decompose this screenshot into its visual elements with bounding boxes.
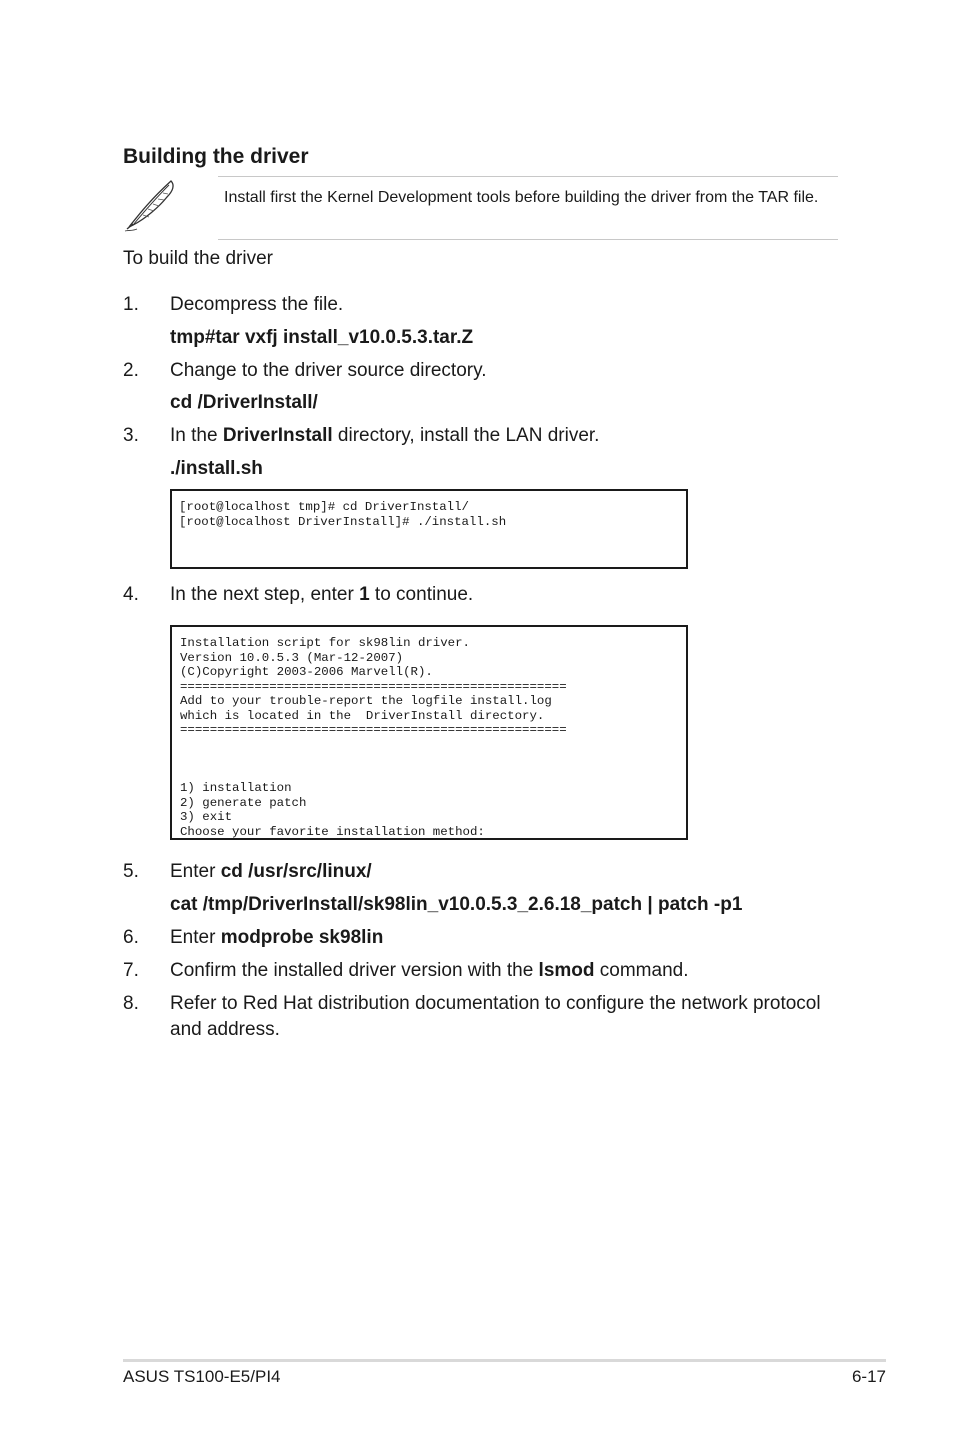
terminal-line bbox=[180, 767, 686, 782]
step-text bbox=[170, 958, 840, 984]
step-text-pre: Enter bbox=[170, 927, 221, 948]
terminal-line: which is located in the DriverInstall directory. bbox=[180, 708, 545, 723]
terminal-line: 1) installation bbox=[180, 781, 292, 795]
terminal-output-1 bbox=[170, 489, 688, 569]
terminal-line: Version 10.0.5.3 (Mar-12-2007) bbox=[180, 650, 404, 665]
step-text-continued: and address. bbox=[170, 1019, 280, 1040]
terminal-line: [root@localhost DriverInstall]# ./install.sh bbox=[179, 514, 507, 529]
step-text-bold: 1 bbox=[359, 584, 370, 605]
step-text-pre: Confirm the installed driver version with the bbox=[170, 960, 539, 981]
intro-text: To build the driver bbox=[123, 248, 273, 269]
terminal-line: 3) exit bbox=[180, 810, 233, 824]
note-divider-bottom bbox=[218, 239, 838, 240]
step-command: ./install.sh bbox=[170, 458, 263, 479]
note-text: Install first the Kernel Development tools before building the driver from the TAR file. bbox=[224, 189, 819, 206]
note-divider-top bbox=[218, 176, 838, 177]
pen-icon bbox=[123, 177, 179, 233]
terminal-line: Choose your favorite installation method: bbox=[180, 824, 485, 839]
step-text-bold: DriverInstall bbox=[222, 425, 333, 446]
terminal-line: Add to your trouble-report the logfile install.log bbox=[180, 694, 552, 708]
terminal-line: ==================================================== bbox=[180, 723, 567, 737]
step-text: Change to the driver source directory. bbox=[170, 360, 487, 381]
step-text-bold: cd /usr/src/linux/ bbox=[220, 861, 372, 882]
step-text-pre: In the next step, enter bbox=[170, 584, 360, 605]
step-text: Refer to Red Hat distribution documentation to configure the network protocol bbox=[170, 993, 821, 1014]
step-command: cat /tmp/DriverInstall/sk98lin_v10.0.5.3_2.6.18_patch | patch -p1 bbox=[170, 894, 743, 915]
step-number: 2. bbox=[123, 360, 139, 381]
step-text-bold: lsmod bbox=[538, 960, 595, 981]
step-text-post: command. bbox=[594, 960, 689, 981]
step-number: 3. bbox=[123, 425, 139, 446]
step-number: 4. bbox=[123, 584, 139, 605]
footer-divider bbox=[123, 1359, 886, 1362]
step-text-bold: modprobe sk98lin bbox=[220, 927, 384, 948]
step-text-pre: Enter bbox=[170, 861, 221, 882]
terminal-line: 2) generate patch bbox=[180, 795, 307, 810]
step-text bbox=[170, 423, 840, 449]
step-text: Decompress the file. bbox=[170, 294, 344, 315]
step-number: 1. bbox=[123, 294, 139, 315]
step-text bbox=[170, 925, 840, 951]
step-text-post: directory, install the LAN driver. bbox=[332, 425, 600, 446]
step-number: 5. bbox=[123, 861, 139, 882]
step-text-post: to continue. bbox=[369, 584, 474, 605]
step-command: tmp#tar vxfj install_v10.0.5.3.tar.Z bbox=[170, 327, 474, 348]
terminal-output-2 bbox=[170, 625, 688, 840]
step-number: 8. bbox=[123, 993, 139, 1014]
terminal-line: (C)Copyright 2003-2006 Marvell(R). bbox=[180, 665, 433, 679]
step-number: 6. bbox=[123, 927, 139, 948]
footer-page-number: 6-17 bbox=[851, 1367, 886, 1386]
step-text bbox=[170, 582, 840, 608]
step-number: 7. bbox=[123, 960, 139, 981]
step-text-pre: In the bbox=[170, 425, 223, 446]
terminal-line: [root@localhost tmp]# cd DriverInstall/ bbox=[179, 500, 469, 514]
terminal-line: Installation script for sk98lin driver. bbox=[180, 636, 470, 650]
section-title: Building the driver bbox=[123, 145, 309, 168]
step-text bbox=[170, 859, 840, 885]
step-command: cd /DriverInstall/ bbox=[170, 392, 318, 413]
terminal-line: ==================================================== bbox=[180, 679, 567, 694]
terminal-line bbox=[180, 752, 686, 767]
terminal-line bbox=[180, 738, 686, 753]
footer-product-name: ASUS TS100-E5/PI4 bbox=[123, 1367, 281, 1386]
